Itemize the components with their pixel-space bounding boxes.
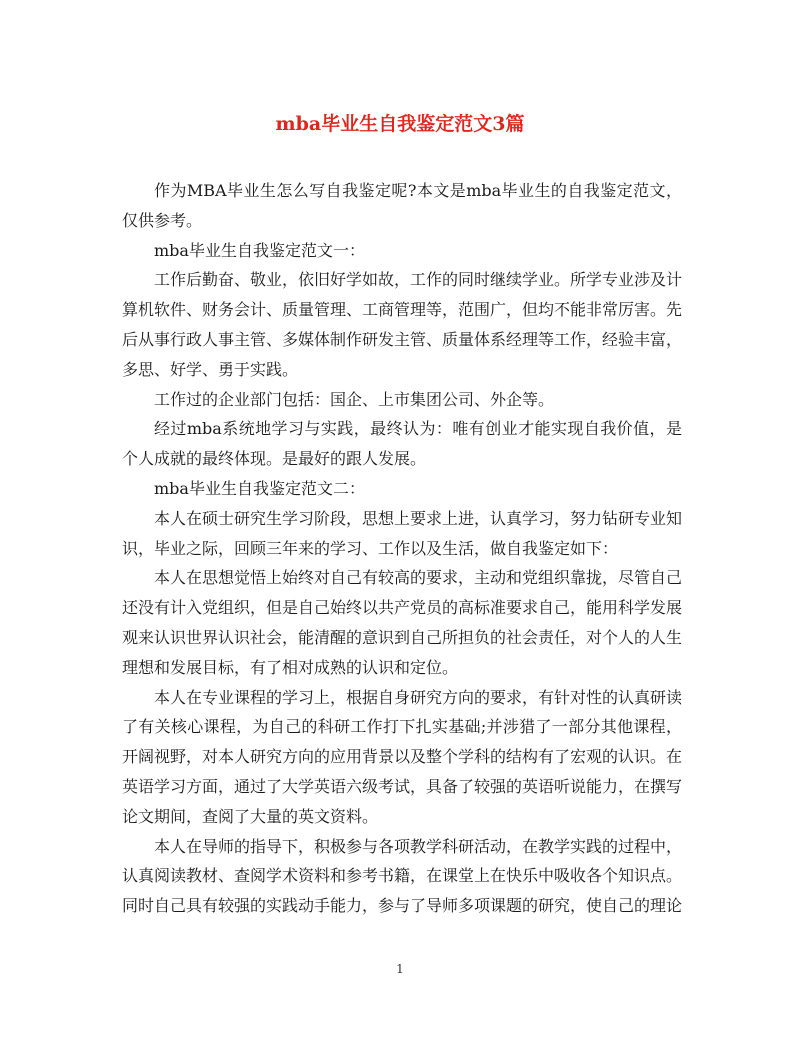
document-body	[122, 176, 682, 921]
paragraph: 工作后勤奋、敬业，依旧好学如故，工作的同时继续学业。所学专业涉及计算机软件、财务会计、质量管理、工商管理等，范围广，但均不能非常厉害。先后从事行政人事主管、多媒体制作研发主管、质量体系经理等工作，经验丰富，多思、好学、勇于实践。	[122, 270, 683, 379]
paragraph: 工作过的企业部门包括：国企、上市集团公司、外企等。	[154, 389, 555, 409]
paragraph: 经过mba系统地学习与实践，最终认为：唯有创业才能实现自我价值，是个人成就的最终体现。是最好的跟人发展。	[122, 419, 682, 469]
paragraph: 本人在专业课程的学习上，根据自身研究方向的要求，有针对性的认真研读了有关核心课程，为自己的科研工作打下扎实基础;并涉猎了一部分其他课程，开阔视野，对本人研究方向的应用背景以及整个学科的结构有了宏观的认识。在英语学习方面，通过了大学英语六级考试，具备了较强的英语听说能力，在撰写论文期间，查阅了大量的英文资料。	[122, 687, 683, 826]
paragraph: 本人在思想觉悟上始终对自己有较高的要求，主动和党组织靠拢，尽管自己还没有计入党组织，但是自己始终以共产党员的高标准要求自己，能用科学发展观来认识世界认识社会，能清醒的意识到自己所担负的社会责任，对个人的人生理想和发展目标，有了相对成熟的认识和定位。	[122, 568, 683, 677]
page-number: 1	[396, 962, 404, 976]
paragraph-intro: 作为MBA毕业生怎么写自我鉴定呢?本文是mba毕业生的自我鉴定范文，仅供参考。	[122, 181, 682, 230]
document-title: mba毕业生自我鉴定范文3篇	[275, 113, 525, 135]
paragraph: 本人在硕士研究生学习阶段，思想上要求上进，认真学习，努力钻研专业知识，毕业之际，回顾三年来的学习、工作以及生活，做自我鉴定如下：	[122, 508, 683, 558]
section-heading-2: mba毕业生自我鉴定范文二：	[154, 478, 365, 498]
paragraph: 本人在导师的指导下，积极参与各项教学科研活动，在教学实践的过程中，认真阅读教材、查阅学术资料和参考书籍，在课堂上在快乐中吸收各个知识点。同时自己具有较强的实践动手能力，参与了导师多项课题的研究，使自己的理论	[122, 836, 683, 916]
section-heading-1: mba毕业生自我鉴定范文一：	[154, 240, 365, 260]
